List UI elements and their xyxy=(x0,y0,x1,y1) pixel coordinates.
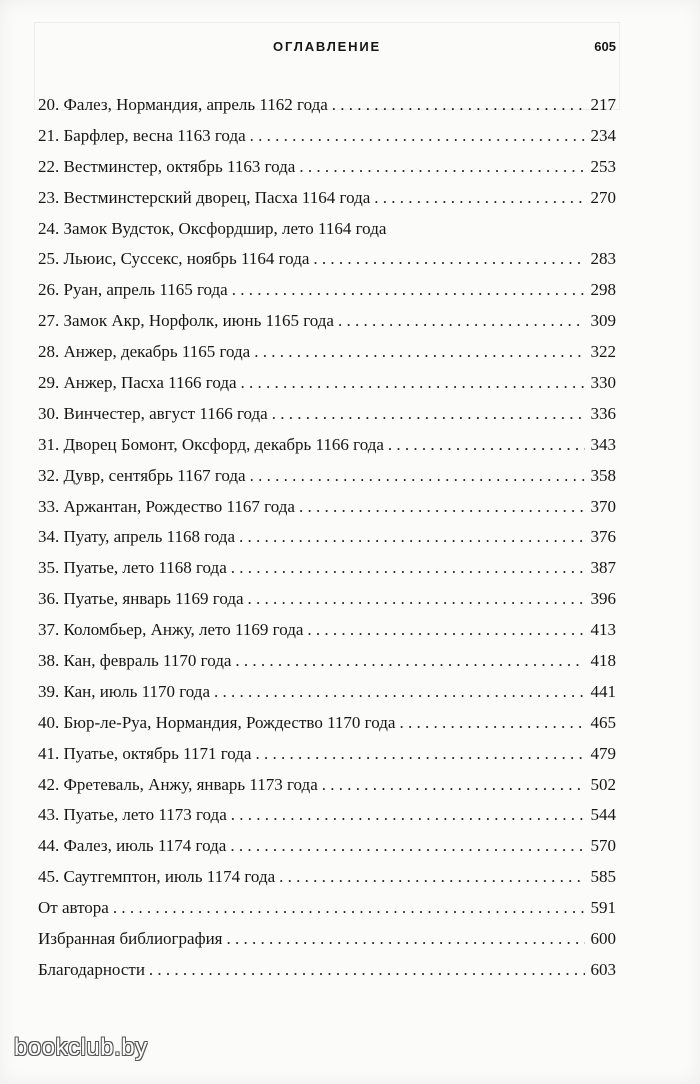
running-title: ОГЛАВЛЕНИЕ xyxy=(273,39,381,54)
dot-leader xyxy=(239,522,585,553)
toc-entry-page: 217 xyxy=(590,95,616,114)
dot-leader xyxy=(279,862,584,893)
toc-entry-page: 570 xyxy=(590,836,616,856)
toc-entry-title: 35. Пуатье, лето 1168 года xyxy=(38,558,227,578)
toc-entry-page: 234 xyxy=(590,125,616,145)
toc-entry xyxy=(38,615,616,646)
dot-leader xyxy=(149,955,585,986)
toc-entry-title: 42. Фретеваль, Анжу, январь 1173 года xyxy=(38,774,318,794)
dot-leader xyxy=(232,275,585,306)
toc-entry-title: От автора xyxy=(38,898,109,918)
toc-entry-page: 283 xyxy=(590,249,616,269)
dot-leader xyxy=(399,708,584,739)
toc-entry-page: 502 xyxy=(590,774,616,794)
toc-entry xyxy=(38,522,616,553)
toc-entry-title: 23. Вестминстерский дворец, Пасха 1164 года xyxy=(38,187,371,207)
toc-entry-title: 28. Анжер, декабрь 1165 года xyxy=(38,342,251,362)
toc-entry-title: 38. Кан, февраль 1170 года xyxy=(38,651,232,671)
toc-entry xyxy=(38,677,616,708)
toc-entry-title: 34. Пуату, апрель 1168 года xyxy=(38,527,235,547)
dot-leader xyxy=(250,461,585,492)
toc-entry xyxy=(38,244,616,275)
dot-leader xyxy=(299,492,585,523)
dot-leader xyxy=(313,244,584,275)
toc-entry-title: 24. Замок Вудсток, Оксфордшир, лето 1164 года xyxy=(38,218,387,238)
dot-leader xyxy=(272,399,585,430)
table-of-contents xyxy=(38,90,616,986)
toc-entry-title: 40. Бюр-ле-Руа, Нормандия, Рождество 1170 года xyxy=(38,712,396,732)
toc-entry-page: 330 xyxy=(590,373,616,393)
page-number: 605 xyxy=(594,39,616,54)
dot-leader xyxy=(230,831,584,862)
toc-entry-page: 322 xyxy=(590,342,616,362)
toc-entry-page: 270 xyxy=(590,187,616,207)
toc-entry xyxy=(38,492,616,523)
watermark-logo: bookclub.by xyxy=(14,1034,148,1061)
toc-entry-title: 32. Дувр, сентябрь 1167 года xyxy=(38,465,246,485)
dot-leader xyxy=(299,152,584,183)
dot-leader xyxy=(231,800,585,831)
dot-leader xyxy=(113,893,585,924)
dot-leader xyxy=(322,770,585,801)
toc-entry xyxy=(38,553,616,584)
toc-entry-page: 544 xyxy=(590,805,616,825)
dot-leader xyxy=(231,553,585,584)
toc-entry-title: 27. Замок Акр, Норфолк, июнь 1165 года xyxy=(38,311,334,331)
dot-leader xyxy=(214,677,585,708)
dot-leader xyxy=(388,430,585,461)
toc-entry-title: 21. Барфлер, весна 1163 года xyxy=(38,125,246,145)
toc-entry-page: 253 xyxy=(590,156,616,176)
toc-entry xyxy=(38,893,616,924)
toc-entry-page: 309 xyxy=(590,311,616,331)
toc-entry-page: 376 xyxy=(590,527,616,547)
dot-leader xyxy=(227,924,585,955)
toc-entry xyxy=(38,306,616,337)
toc-entry-page: 441 xyxy=(590,681,616,701)
toc-entry-title: 41. Пуатье, октябрь 1171 года xyxy=(38,743,252,763)
toc-entry xyxy=(38,90,616,121)
toc-entry-page: 370 xyxy=(590,496,616,516)
toc-entry-page: 591 xyxy=(590,898,616,918)
dot-leader xyxy=(307,615,584,646)
toc-entry xyxy=(38,368,616,399)
toc-entry xyxy=(38,584,616,615)
toc-entry xyxy=(38,275,616,306)
toc-entry-page: 396 xyxy=(590,589,616,609)
toc-entry-title: 25. Льюис, Суссекс, ноябрь 1164 года xyxy=(38,249,310,269)
toc-entry-page: 600 xyxy=(590,929,616,949)
toc-entry-title: 45. Саутгемптон, июль 1174 года xyxy=(38,867,276,887)
toc-entry-page: 298 xyxy=(590,280,616,300)
toc-entry xyxy=(38,831,616,862)
toc-entry xyxy=(38,955,616,986)
toc-entry-title: 30. Винчестер, август 1166 года xyxy=(38,403,268,423)
toc-entry-page: 387 xyxy=(590,558,616,578)
toc-entry xyxy=(38,183,616,214)
toc-entry-title: 20. Фалез, Нормандия, апрель 1162 года xyxy=(38,95,328,114)
dot-leader xyxy=(255,739,584,770)
toc-entry-page: 358 xyxy=(590,465,616,485)
toc-entry-title: 29. Анжер, Пасха 1166 года xyxy=(38,373,237,393)
dot-leader xyxy=(235,646,584,677)
dot-leader xyxy=(332,90,585,121)
dot-leader xyxy=(338,306,585,337)
toc-entry xyxy=(38,461,616,492)
toc-entry-page: 603 xyxy=(590,959,616,979)
toc-entry-title: 44. Фалез, июль 1174 года xyxy=(38,836,227,856)
dot-leader xyxy=(374,183,584,214)
toc-entry-title: 36. Пуатье, январь 1169 года xyxy=(38,589,244,609)
toc-entry-title: 43. Пуатье, лето 1173 года xyxy=(38,805,227,825)
dot-leader xyxy=(241,368,585,399)
toc-entry-page: 479 xyxy=(590,743,616,763)
toc-entry-page: 336 xyxy=(590,403,616,423)
toc-entry-title: 39. Кан, июль 1170 года xyxy=(38,681,210,701)
toc-entry xyxy=(38,646,616,677)
toc-entry-title: Благодарности xyxy=(38,959,145,979)
toc-entry xyxy=(38,862,616,893)
toc-entry xyxy=(38,430,616,461)
toc-entry-page: 585 xyxy=(590,867,616,887)
toc-entry xyxy=(38,399,616,430)
dot-leader xyxy=(254,337,584,368)
toc-entry-page: 418 xyxy=(590,651,616,671)
toc-entry-title: 22. Вестминстер, октябрь 1163 года xyxy=(38,156,296,176)
dot-leader xyxy=(250,121,585,152)
toc-entry-title: 37. Коломбьер, Анжу, лето 1169 года xyxy=(38,620,304,640)
toc-entry xyxy=(38,708,616,739)
toc-entry-page: 465 xyxy=(590,712,616,732)
toc-entry-title: Избранная библиография xyxy=(38,929,223,949)
toc-entry-page: 413 xyxy=(590,620,616,640)
toc-entry xyxy=(38,924,616,955)
toc-entry xyxy=(38,800,616,831)
toc-entry-title: 31. Дворец Бомонт, Оксфорд, декабрь 1166 года xyxy=(38,434,384,454)
toc-entry-page: 343 xyxy=(590,434,616,454)
toc-entry xyxy=(38,739,616,770)
toc-entry xyxy=(38,152,616,183)
toc-entry xyxy=(38,337,616,368)
toc-entry-title: 33. Аржантан, Рождество 1167 года xyxy=(38,496,295,516)
running-head xyxy=(38,39,616,59)
toc-entry xyxy=(38,214,616,245)
dot-leader xyxy=(248,584,585,615)
toc-entry xyxy=(38,121,616,152)
toc-entry-title: 26. Руан, апрель 1165 года xyxy=(38,280,228,300)
toc-entry xyxy=(38,770,616,801)
